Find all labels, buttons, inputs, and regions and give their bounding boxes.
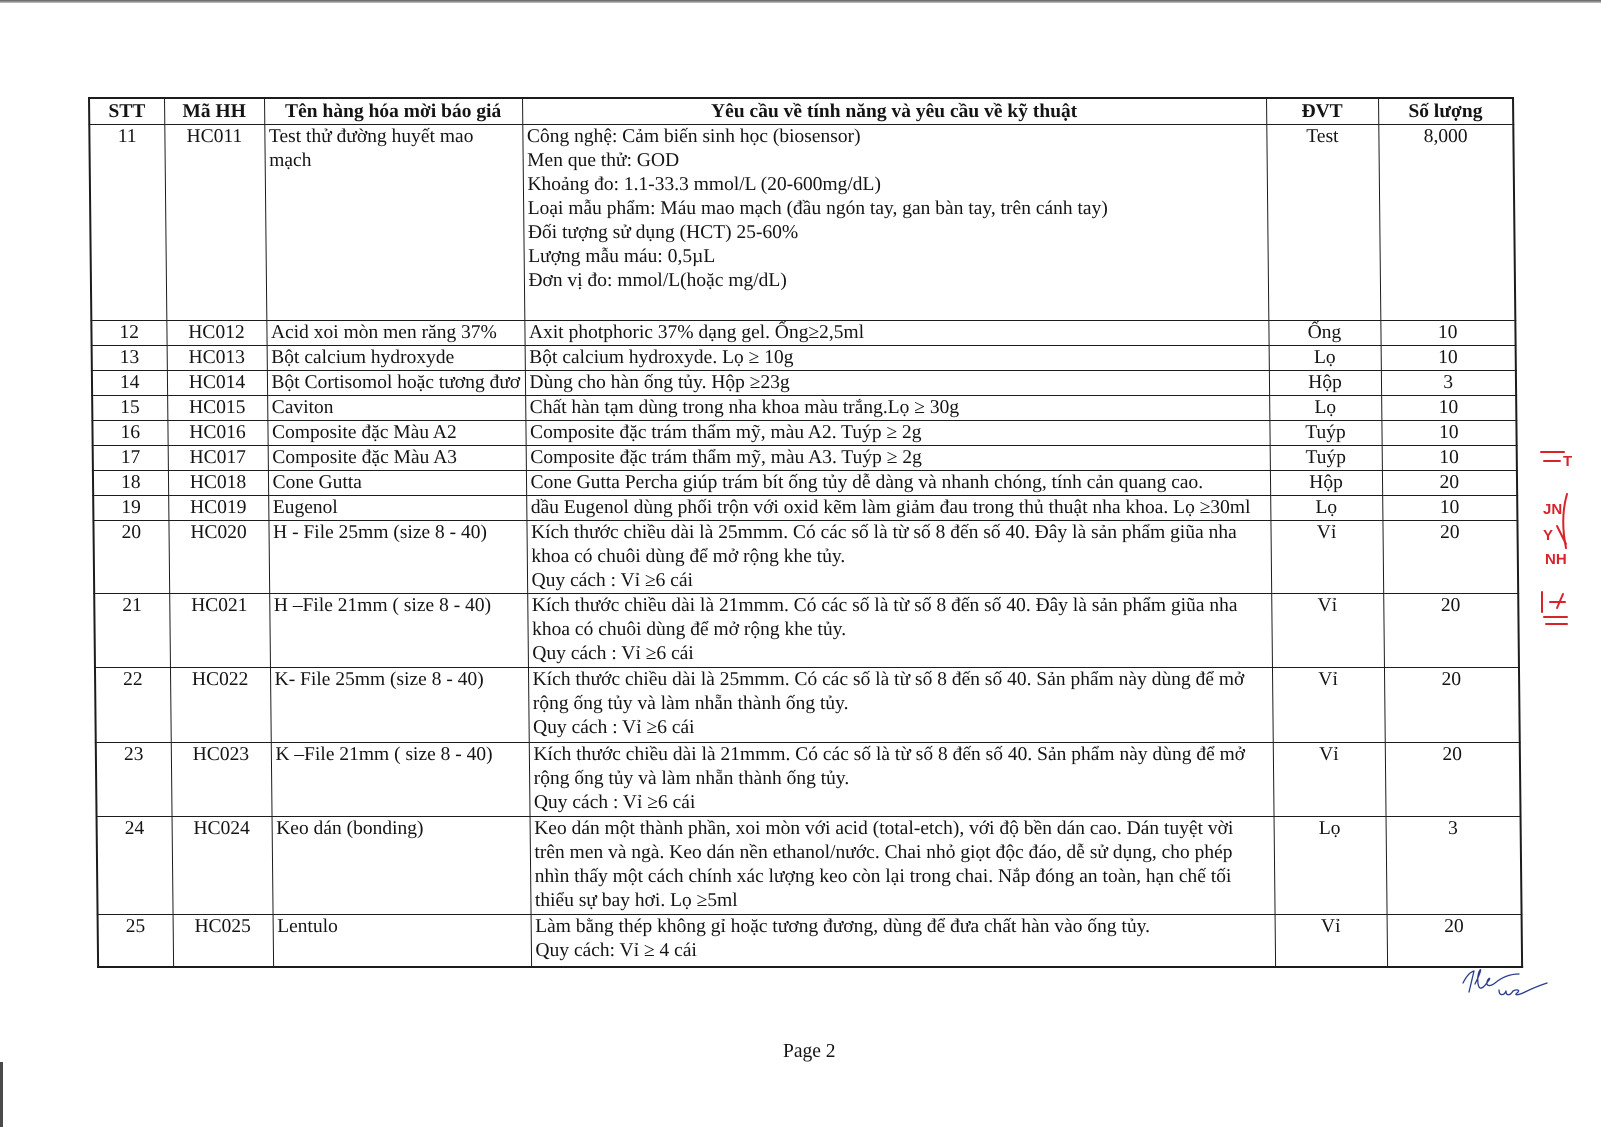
cell-stt: 13 [92,346,167,371]
table-row [97,817,1522,915]
items-table [88,97,1523,968]
cell-spec [526,521,1271,594]
header-qty: Số lượng [1378,98,1513,125]
cell-spec [531,915,1276,967]
spec-line: Quy cách : Vỉ ≥6 cái [531,570,694,591]
stamp-text: NH [1545,551,1567,568]
cell-name [268,471,526,496]
cell-name [268,521,527,594]
cell-spec [525,346,1269,371]
cell-stt: 17 [93,446,168,471]
cell-spec [528,668,1273,743]
cell-spec [525,371,1269,396]
header-stt: STT [89,98,164,125]
cell-name [269,594,528,668]
cell-unit: Lọ [1269,396,1381,421]
spec-line: Đơn vị đo: mmol/L(hoặc mg/dL) [528,270,787,291]
cell-qty: 3 [1386,817,1522,915]
table-body [89,125,1522,967]
cell-stt: 14 [92,371,167,396]
cell-qty: 10 [1381,346,1516,371]
name-line: Composite đặc Màu A3 [272,447,458,468]
cell-qty: 10 [1382,446,1517,471]
spec-line: Làm bằng thép không gỉ hoặc tương đương, dùng để đưa chất hàn vào ống tủy. [535,916,1151,937]
table-row [95,668,1520,743]
cell-qty: 20 [1382,521,1518,594]
name-line: mạch [269,150,312,171]
spec-line: Kích thước chiều dài là 25mmm. Có các số là từ số 8 đến số 40. Đây là sản phẩm giũa nha [530,522,1237,543]
cell-qty: 10 [1381,421,1516,446]
spec-line: trên men và ngà. Keo dán nền ethanol/nước. Chai nhỏ giọt độc đáo, dễ sử dụng, cho phép [534,842,1233,863]
spec-line: Men que thử: GOD [527,150,680,171]
cell-name [271,743,530,817]
table-row [94,594,1519,668]
page-number: Page 2 [783,1041,836,1062]
cell-code: HC013 [167,346,267,371]
name-line: H - File 25mm (size 8 - 40) [272,522,488,543]
header-unit: ĐVT [1266,98,1378,125]
cell-qty: 10 [1382,496,1517,521]
cell-spec [527,594,1272,668]
cell-stt: 24 [97,817,173,915]
cell-unit: Vỉ [1271,594,1384,668]
table-row [93,446,1517,471]
table-row [92,371,1516,396]
cell-stt: 20 [93,521,169,594]
table-container [88,97,1523,968]
table-row [92,396,1516,421]
cell-name [266,321,524,346]
cell-code: HC014 [167,371,267,396]
table-row [98,915,1523,967]
cell-spec [526,496,1270,521]
cell-stt: 15 [92,396,167,421]
cell-spec [525,396,1269,421]
cell-stt: 16 [92,421,167,446]
cell-code: HC018 [168,471,268,496]
name-line: Eugenol [272,497,338,518]
spec-line: Quy cách : Vỉ ≥6 cái [532,717,695,738]
scan-edge-left [0,1062,3,1127]
table-row [92,346,1516,371]
cell-unit: Test [1266,125,1380,321]
table-header-row [89,98,1513,125]
spec-line: Kích thước chiều dài là 21mmm. Có các số là từ số 8 đến số 40. Sản phẩm này dùng để mở [533,744,1246,765]
cell-name [273,915,532,967]
cell-spec [526,471,1270,496]
cell-unit: Hộp [1270,471,1382,496]
spec-line: Quy cách : Vỉ ≥6 cái [533,792,696,813]
cell-name [264,125,524,321]
cell-unit: Lọ [1269,346,1381,371]
spec-line: Kích thước chiều dài là 25mmm. Có các số là từ số 8 đến số 40. Sản phẩm này dùng để mở [532,669,1245,690]
spec-line: Cone Gutta Percha giúp trám bít ống tủy dễ dàng và nhanh chóng, tính cản quang cao. [530,472,1204,493]
cell-code: HC016 [167,421,267,446]
name-line: Test thử đường huyết mao [268,126,474,147]
cell-code: HC011 [164,125,266,321]
spec-line: rộng ống tủy và làm nhẵn thành ống tủy. [532,693,849,714]
cell-stt: 22 [95,668,171,743]
cell-qty: 20 [1382,471,1517,496]
name-line: Bột calcium hydroxyde [271,347,455,368]
cell-qty: 10 [1381,396,1516,421]
name-line: Lentulo [277,916,338,937]
cell-stt: 11 [89,125,166,321]
scan-edge-top [0,0,1601,3]
spec-line: Quy cách : Vỉ ≥6 cái [532,643,694,664]
header-name: Tên hàng hóa mời báo giá [264,98,522,125]
cell-name [267,421,525,446]
spec-line: Bột calcium hydroxyde. Lọ ≥ 10g [529,347,794,368]
name-line: K –File 21mm ( size 8 - 40) [275,744,493,765]
spec-line: Đối tượng sử dụng (HCT) 25-60% [527,222,799,243]
spec-line: Keo dán một thành phần, xoi mòn với acid (total-etch), với độ bền dán cao. Dán tuyệt vời [534,818,1234,839]
stamp-text: T [1563,453,1573,470]
spec-line: Chất hàn tạm dùng trong nha khoa màu trắng.Lọ ≥ 30g [529,397,960,418]
cell-code: HC012 [166,321,266,346]
table-row [93,521,1518,594]
cell-unit: Tuýp [1270,446,1382,471]
spec-line: Loại mẫu phẩm: Máu mao mạch (đầu ngón tay, gan bàn tay, trên cánh tay) [527,198,1108,219]
cell-spec [525,421,1269,446]
cell-code: HC022 [170,668,271,743]
spec-line: Dùng cho hàn ống tủy. Hộp ≥23g [529,372,790,393]
cell-name [267,346,525,371]
stamp-text: JN [1543,501,1563,518]
table-row [92,421,1516,446]
spec-line: Lượng mẫu máu: 0,5µL [528,246,716,267]
table-row [91,321,1515,346]
cell-qty: 3 [1381,371,1516,396]
cell-name [267,396,525,421]
cell-qty: 20 [1383,594,1519,668]
cell-spec [524,321,1268,346]
cell-stt: 19 [93,496,168,521]
handwritten-signature [1455,962,1555,1004]
table-row [96,743,1521,817]
cell-code: HC023 [171,743,272,817]
cell-qty: 20 [1385,743,1521,817]
cell-spec [530,817,1275,915]
spec-line: rộng ống tủy và làm nhẵn thành ống tủy. [533,768,850,789]
spec-line: thiểu sự bay hơi. Lọ ≥5ml [534,890,738,911]
cell-code: HC019 [168,496,268,521]
name-line: K- File 25mm (size 8 - 40) [274,669,484,690]
table-row [93,496,1517,521]
cell-name [267,371,525,396]
cell-unit: Lọ [1274,817,1387,915]
cell-stt: 25 [98,915,174,967]
name-line: Acid xoi mòn men răng 37% [270,322,497,343]
name-line: Cone Gutta [272,472,363,493]
name-line: Keo dán (bonding) [276,818,424,839]
cell-stt: 21 [94,594,170,668]
name-line: Bột Cortisomol hoặc tương đươ [271,372,521,393]
name-line: Composite đặc Màu A2 [271,422,457,443]
spec-line: dầu Eugenol dùng phối trộn với oxid kẽm làm giảm đau trong thủ thuật nha khoa. Lọ ≥30ml [530,497,1251,518]
cell-code: HC015 [167,396,267,421]
spec-line: Khoảng đo: 1.1-33.3 mmol/L (20-600mg/dL) [527,174,882,195]
red-stamp-fragment [1536,436,1601,632]
header-code: Mã HH [164,98,264,125]
spec-line: Axit photphoric 37% dạng gel. Ống≥2,5ml [528,322,865,343]
table-row [89,125,1515,321]
header-spec: Yêu cầu về tính năng và yêu cầu về kỹ thuật [522,98,1266,125]
cell-code: HC024 [172,817,273,915]
cell-unit: Vỉ [1272,668,1385,743]
cell-code: HC021 [169,594,270,668]
cell-qty: 20 [1384,668,1520,743]
cell-code: HC017 [168,446,268,471]
cell-spec [526,446,1270,471]
stamp-text: Y [1543,527,1554,544]
cell-unit: Tuýp [1269,421,1381,446]
cell-unit: Lọ [1270,496,1382,521]
cell-name [268,496,526,521]
cell-code: HC020 [168,521,269,594]
cell-name [270,668,529,743]
cell-name [272,817,531,915]
cell-spec [522,125,1268,321]
cell-qty: 10 [1380,321,1515,346]
cell-unit: Vỉ [1273,743,1386,817]
cell-unit: Vỉ [1270,521,1383,594]
cell-unit: Hộp [1269,371,1381,396]
cell-spec [529,743,1274,817]
cell-unit: Ống [1268,321,1380,346]
cell-name [268,446,526,471]
cell-unit: Vỉ [1275,915,1388,967]
name-line: H –File 21mm ( size 8 - 40) [273,595,492,616]
spec-line: khoa có chuôi dùng để mở rộng khe tủy. [531,619,847,640]
spec-line: Composite đặc trám thẩm mỹ, màu A2. Tuýp ≥ 2g [529,422,922,443]
spec-line: Công nghệ: Cảm biến sinh học (biosensor) [526,126,861,147]
name-line: Caviton [271,397,334,418]
cell-stt: 23 [96,743,172,817]
cell-stt: 18 [93,471,168,496]
table-row [93,471,1517,496]
spec-line: Quy cách: Vỉ ≥ 4 cái [535,940,697,961]
spec-line: Composite đặc trám thẩm mỹ, màu A3. Tuýp ≥ 2g [530,447,922,468]
cell-qty: 8,000 [1378,125,1515,321]
cell-code: HC025 [173,915,274,967]
cell-qty: 20 [1387,915,1523,967]
cell-stt: 12 [91,321,166,346]
spec-line: khoa có chuôi dùng để mở rộng khe tủy. [531,546,846,567]
spec-line: Kích thước chiều dài là 21mmm. Có các số là từ số 8 đến số 40. Đây là sản phẩm giũa nha [531,595,1238,616]
spec-line: nhìn thấy một cách chính xác lượng keo còn lại trong chai. Nắp đóng an toàn, hạn chế tối [534,866,1232,887]
